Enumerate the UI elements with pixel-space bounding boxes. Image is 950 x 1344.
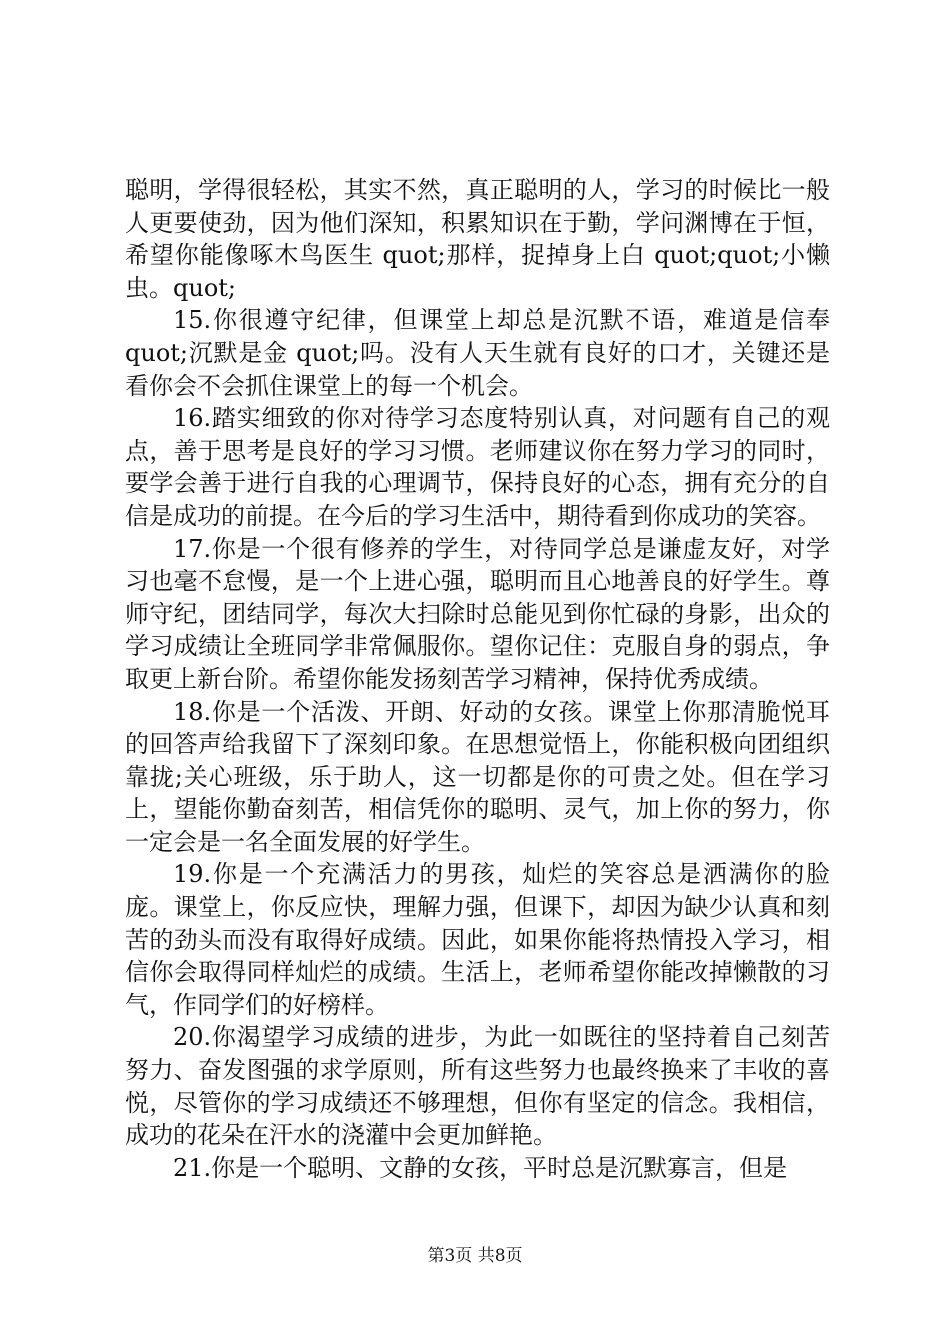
paragraph-8: 21.你是一个聪明、文静的女孩，平时总是沉默寡言，但是 [173,1153,788,1182]
page-footer: 第3页 共8页 [427,1246,523,1266]
paragraph-4: 17.你是一个很有修养的学生，对待同学总是谦虚友好，对学习也毫不怠慢，是一个上进心强，聪明而且心地善良的好学生。尊师守纪，团结同学，每次大扫除时总能见到你忙碌的身影，出众的学习成绩让全班同学非常佩服你。望你记住：克服自身的弱点，争取更上新台阶。希望你能发扬刻苦学习精神，保持优秀成绩。 [125,534,830,693]
paragraph-3: 16.踏实细致的你对待学习态度特别认真，对问题有自己的观点，善于思考是良好的学习习惯。老师建议你在努力学习的同时，要学会善于进行自我的心理调节，保持良好的心态，拥有充分的自信是成功的前提。在今后的学习生活中，期待看到你成功的笑容。 [125,404,830,530]
paragraph-1: 聪明，学得很轻松，其实不然，真正聪明的人，学习的时候比一般人更要使劲，因为他们深知，积累知识在于勤，学问渊博在于恒，希望你能像啄木鸟医生 quot;那样，捉掉身上白 quot;quot;小懒虫。quot; [125,176,830,302]
paragraph-5: 18.你是一个活泼、开朗、好动的女孩。课堂上你那清脆悦耳的回答声给我留下了深刻印象。在思想觉悟上，你能积极向团组织靠拢;关心班级，乐于助人，这一切都是你的可贵之处。但在学习上，望能你勤奋刻苦，相信凭你的聪明、灵气，加上你的努力，你一定会是一名全面发展的好学生。 [125,697,830,856]
paragraph-2: 15.你很遵守纪律，但课堂上却总是沉默不语，难道是信奉 quot;沉默是金 quot;吗。没有人天生就有良好的口才，关键还是看你会不会抓住课堂上的每一个机会。 [125,306,830,400]
paragraph-7: 20.你渴望学习成绩的进步，为此一如既往的坚持着自己刻苦努力、奋发图强的求学原则，所有这些努力也最终换来了丰收的喜悦，尽管你的学习成绩还不够理想，但你有坚定的信念。我相信，成功的花朵在汗水的浇灌中会更加鲜艳。 [125,1023,830,1150]
document-body [125,174,830,1184]
paragraph-6: 19.你是一个充满活力的男孩，灿烂的笑容总是洒满你的脸庞。课堂上，你反应快，理解力强，但课下，却因为缺少认真和刻苦的劲头而没有取得好成绩。因此，如果你能将热情投入学习，相信你会取得同样灿烂的成绩。生活上，老师希望你能改掉懒散的习气，作同学们的好榜样。 [125,860,830,1019]
